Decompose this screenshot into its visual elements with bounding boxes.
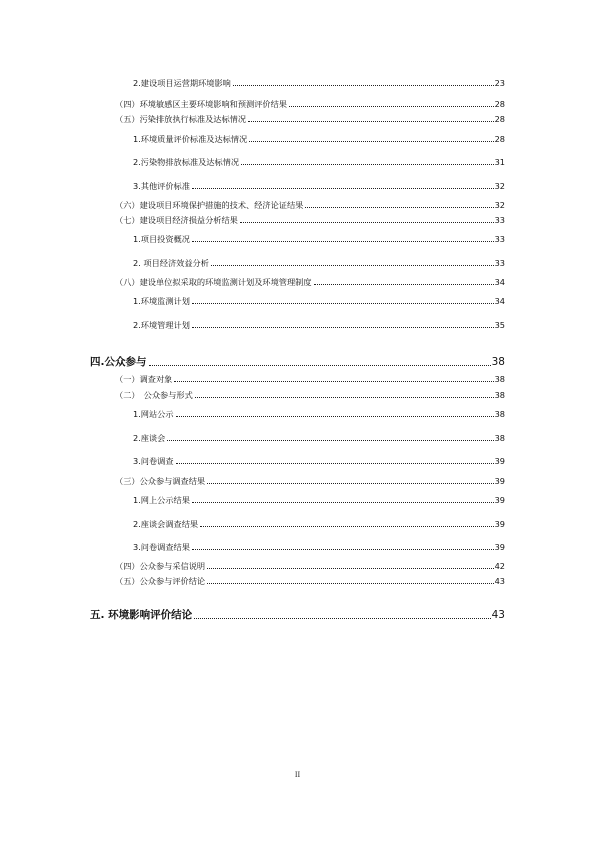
toc-entry-label: 2.建设项目运营期环境影响 [133, 78, 231, 88]
toc-leader [192, 240, 494, 242]
toc-entry-label: （二） 公众参与形式 [115, 390, 193, 400]
toc-entry-page: 39 [494, 519, 505, 529]
toc-entry-label: （三）公众参与调查结果 [115, 476, 206, 486]
toc-entry[interactable] [133, 296, 505, 306]
toc-entry-page: 32 [494, 181, 505, 191]
toc-leader [305, 206, 493, 208]
toc-leader [192, 501, 494, 503]
toc-chapter-label: 五. 环境影响评价结论 [90, 609, 193, 621]
toc-entry-page: 28 [494, 134, 505, 144]
toc-entry-page: 35 [494, 320, 505, 330]
toc-entry-label: 1.项目投资概况 [133, 234, 190, 244]
toc-chapter-entry[interactable] [90, 609, 505, 621]
toc-entry[interactable] [115, 99, 505, 109]
toc-leader [167, 439, 493, 441]
toc-entry[interactable] [133, 456, 505, 466]
toc-entry-label: （六）建设项目环境保护措施的技术、经济论证结果 [115, 200, 304, 210]
toc-chapter-label: 四.公众参与 [90, 356, 147, 368]
toc-entry[interactable] [133, 433, 505, 443]
toc-entry-page: 39 [494, 495, 505, 505]
toc-entry-page: 34 [494, 296, 505, 306]
toc-entry[interactable] [115, 476, 505, 486]
toc-leader [314, 283, 494, 285]
toc-entry-page: 33 [494, 215, 505, 225]
toc-entry[interactable] [115, 215, 505, 225]
toc-leader [176, 415, 494, 417]
toc-entry-page: 32 [494, 200, 505, 210]
toc-entry[interactable] [133, 78, 505, 88]
toc-entry-page: 34 [494, 277, 505, 287]
toc-entry[interactable] [133, 542, 505, 552]
page-number: II [294, 770, 301, 779]
toc-leader [192, 302, 494, 304]
toc-leader [200, 525, 493, 527]
toc-entry-label: 1.网站公示 [133, 409, 174, 419]
toc-entry-page: 38 [494, 409, 505, 419]
toc-leader [192, 548, 494, 550]
toc-leader [249, 140, 493, 142]
toc-entry[interactable] [115, 200, 505, 210]
toc-entry-label: （七）建设项目经济损益分析结果 [115, 215, 238, 225]
toc-entry-label: 2.环境管理计划 [133, 320, 190, 330]
toc-entry-page: 38 [494, 433, 505, 443]
toc-leader [174, 380, 493, 382]
toc-entry[interactable] [133, 234, 505, 244]
toc-entry-label: （四）公众参与采信说明 [115, 561, 206, 571]
toc-leader [248, 120, 494, 122]
toc-entry-label: 1.网上公示结果 [133, 495, 190, 505]
toc-leader [149, 364, 491, 366]
toc-entry-page: 31 [494, 157, 505, 167]
toc-entry[interactable] [115, 114, 505, 124]
toc-chapter-page: 43 [491, 609, 505, 621]
toc-leader [241, 163, 494, 165]
toc-entry-label: 2.座谈会 [133, 433, 166, 443]
toc-entry[interactable] [115, 390, 505, 400]
toc-leader [195, 396, 494, 398]
toc-entry-page: 42 [494, 561, 505, 571]
toc-entry-page: 39 [494, 476, 505, 486]
toc-entry-page: 33 [494, 258, 505, 268]
toc-entry-label: 3.其他评价标准 [133, 181, 190, 191]
toc-leader [207, 482, 494, 484]
toc-entry[interactable] [133, 409, 505, 419]
toc-entry-page: 28 [494, 99, 505, 109]
toc-leader [233, 84, 494, 86]
toc-entry[interactable] [133, 258, 505, 268]
toc-leader [194, 617, 490, 619]
toc-entry-page: 38 [494, 390, 505, 400]
toc-entry-label: 2. 项目经济效益分析 [133, 258, 209, 268]
toc-entry-label: （一）调查对象 [115, 374, 173, 384]
toc-chapter-page: 38 [491, 356, 505, 368]
toc-entry[interactable] [133, 519, 505, 529]
toc-leader [211, 264, 494, 266]
toc-entry-label: 1.环境监测计划 [133, 296, 190, 306]
toc-entry-label: 3.问卷调查 [133, 456, 174, 466]
toc-leader [289, 105, 494, 107]
toc-entry[interactable] [133, 320, 505, 330]
toc-entry-page: 39 [494, 542, 505, 552]
toc-chapter-entry[interactable] [90, 356, 505, 368]
toc-entry[interactable] [133, 495, 505, 505]
toc-entry-label: （五）公众参与评价结论 [115, 576, 206, 586]
toc-entry[interactable] [115, 576, 505, 586]
toc-entry[interactable] [133, 181, 505, 191]
toc-entry[interactable] [115, 561, 505, 571]
toc-entry-label: 2.座谈会调查结果 [133, 519, 199, 529]
toc-entry-page: 43 [494, 576, 505, 586]
toc-leader [207, 582, 494, 584]
toc-entry-page: 33 [494, 234, 505, 244]
toc-entry-page: 39 [494, 456, 505, 466]
toc-leader [240, 221, 494, 223]
toc-entry-label: （五）污染排放执行标准及达标情况 [115, 114, 247, 124]
toc-entry-label: 1.环境质量评价标准及达标情况 [133, 134, 248, 144]
toc-leader [176, 462, 494, 464]
toc-entry-page: 28 [494, 114, 505, 124]
toc-entry-label: 2.污染物排放标准及达标情况 [133, 157, 240, 167]
toc-entry-page: 38 [494, 374, 505, 384]
toc-leader [192, 187, 494, 189]
toc-entry-label: （四）环境敏感区主要环境影响和预测评价结果 [115, 99, 287, 109]
toc-entry-page: 23 [494, 78, 505, 88]
toc-entry[interactable] [115, 374, 505, 384]
toc-entry[interactable] [133, 157, 505, 167]
toc-entry[interactable] [133, 134, 505, 144]
toc-entry-label: （八）建设单位拟采取的环境监测计划及环境管理制度 [115, 277, 312, 287]
toc-leader [192, 326, 494, 328]
toc-entry-label: 3.问卷调查结果 [133, 542, 190, 552]
toc-leader [207, 567, 494, 569]
toc-entry[interactable] [115, 277, 505, 287]
